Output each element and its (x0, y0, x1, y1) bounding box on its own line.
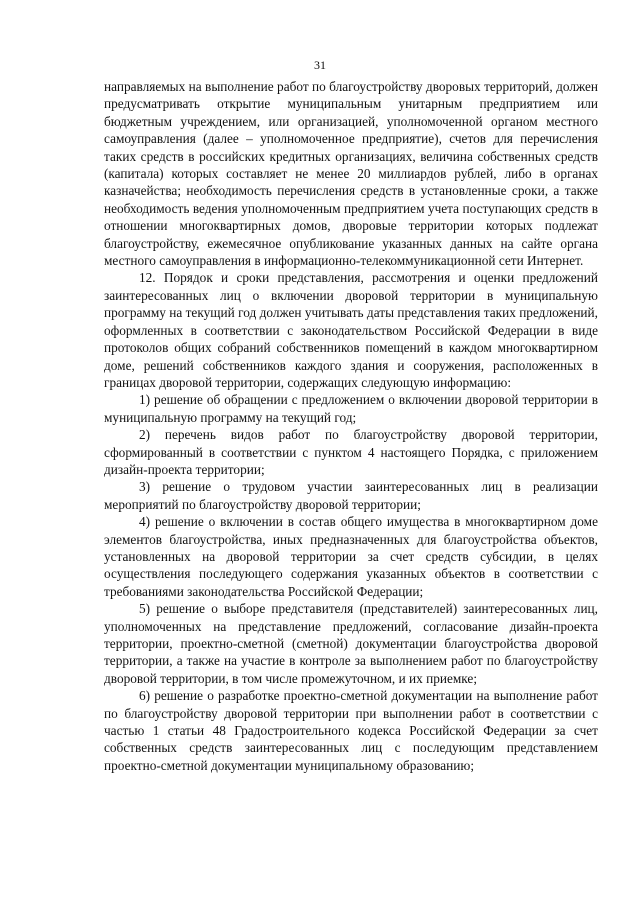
paragraph-item-12: 12. Порядок и сроки представления, рассмотрения и оценки предложений заинтересованных лиц о включении дворовой территории в муниципальную программу на текущий год должен учитывать даты представления таких предложений, оформленных в соответствии с законодательством Российской Федерации в виде протоколов общих собраний собственников помещений в каждом многоквартирном доме, решений собственников каждого здания и сооружения, расположенных в границах дворовой территории, содержащих следующую информацию: (104, 270, 598, 390)
list-item-5: 5) решение о выборе представителя (представителей) заинтересованных лиц, уполномоченных на представление предложений, согласование дизайн-проекта территории, проектно-сметной (сметной) документации благоустройства дворовой территории, а также на участие в контроле за выполнением работ по благоустройству дворовой территории, в том числе промежуточном, и их приемке; (104, 601, 598, 686)
document-body (104, 78, 598, 774)
list-item-1: 1) решение об обращении с предложением о включении дворовой территории в муниципальную программу на текущий год; (104, 392, 598, 425)
paragraph-continuation: направляемых на выполнение работ по благоустройству дворовых территорий, должен предусматривать открытие муниципальным унитарным предприятием или бюджетным учреждением, или организацией, уполномоченной органом местного самоуправления (далее – уполномоченное предприятие), счетов для перечисления таких средств в российских кредитных организациях, величина собственных средств (капитала) которых составляет не менее 20 миллиардов рублей, либо в органах казначейства; необходимость перечисления средств в установленные сроки, а также необходимость ведения уполномоченным предприятием учета поступающих средств в отношении многоквартирных домов, дворовые территории которых подлежат благоустройству, ежемесячное опубликование указанных данных на сайте органа местного самоуправления в информационно-телекоммуникационной сети Интернет. (104, 79, 598, 269)
list-item-2: 2) перечень видов работ по благоустройству дворовой территории, сформированный в соответствии с пунктом 4 настоящего Порядка, с приложением дизайн-проекта территории; (104, 427, 598, 477)
page-number: 31 (314, 58, 326, 72)
list-item-4: 4) решение о включении в состав общего имущества в многоквартирном доме элементов благоустройства, иных предназначенных для благоустройства объектов, установленных на дворовой территории за счет средств субсидии, в целях осуществления последующего содержания указанных объектов в соответствии с требованиями законодательства Российской Федерации; (104, 514, 598, 599)
list-item-3: 3) решение о трудовом участии заинтересованных лиц в реализации мероприятий по благоустройству дворовой территории; (104, 479, 598, 512)
list-item-6: 6) решение о разработке проектно-сметной документации на выполнение работ по благоустройству дворовой территории при выполнении работ в соответствии с частью 1 статьи 48 Градостроительного кодекса Российской Федерации за счет собственных средств заинтересованных лиц с последующим представлением проектно-сметной документации муниципальному образованию; (104, 688, 598, 773)
